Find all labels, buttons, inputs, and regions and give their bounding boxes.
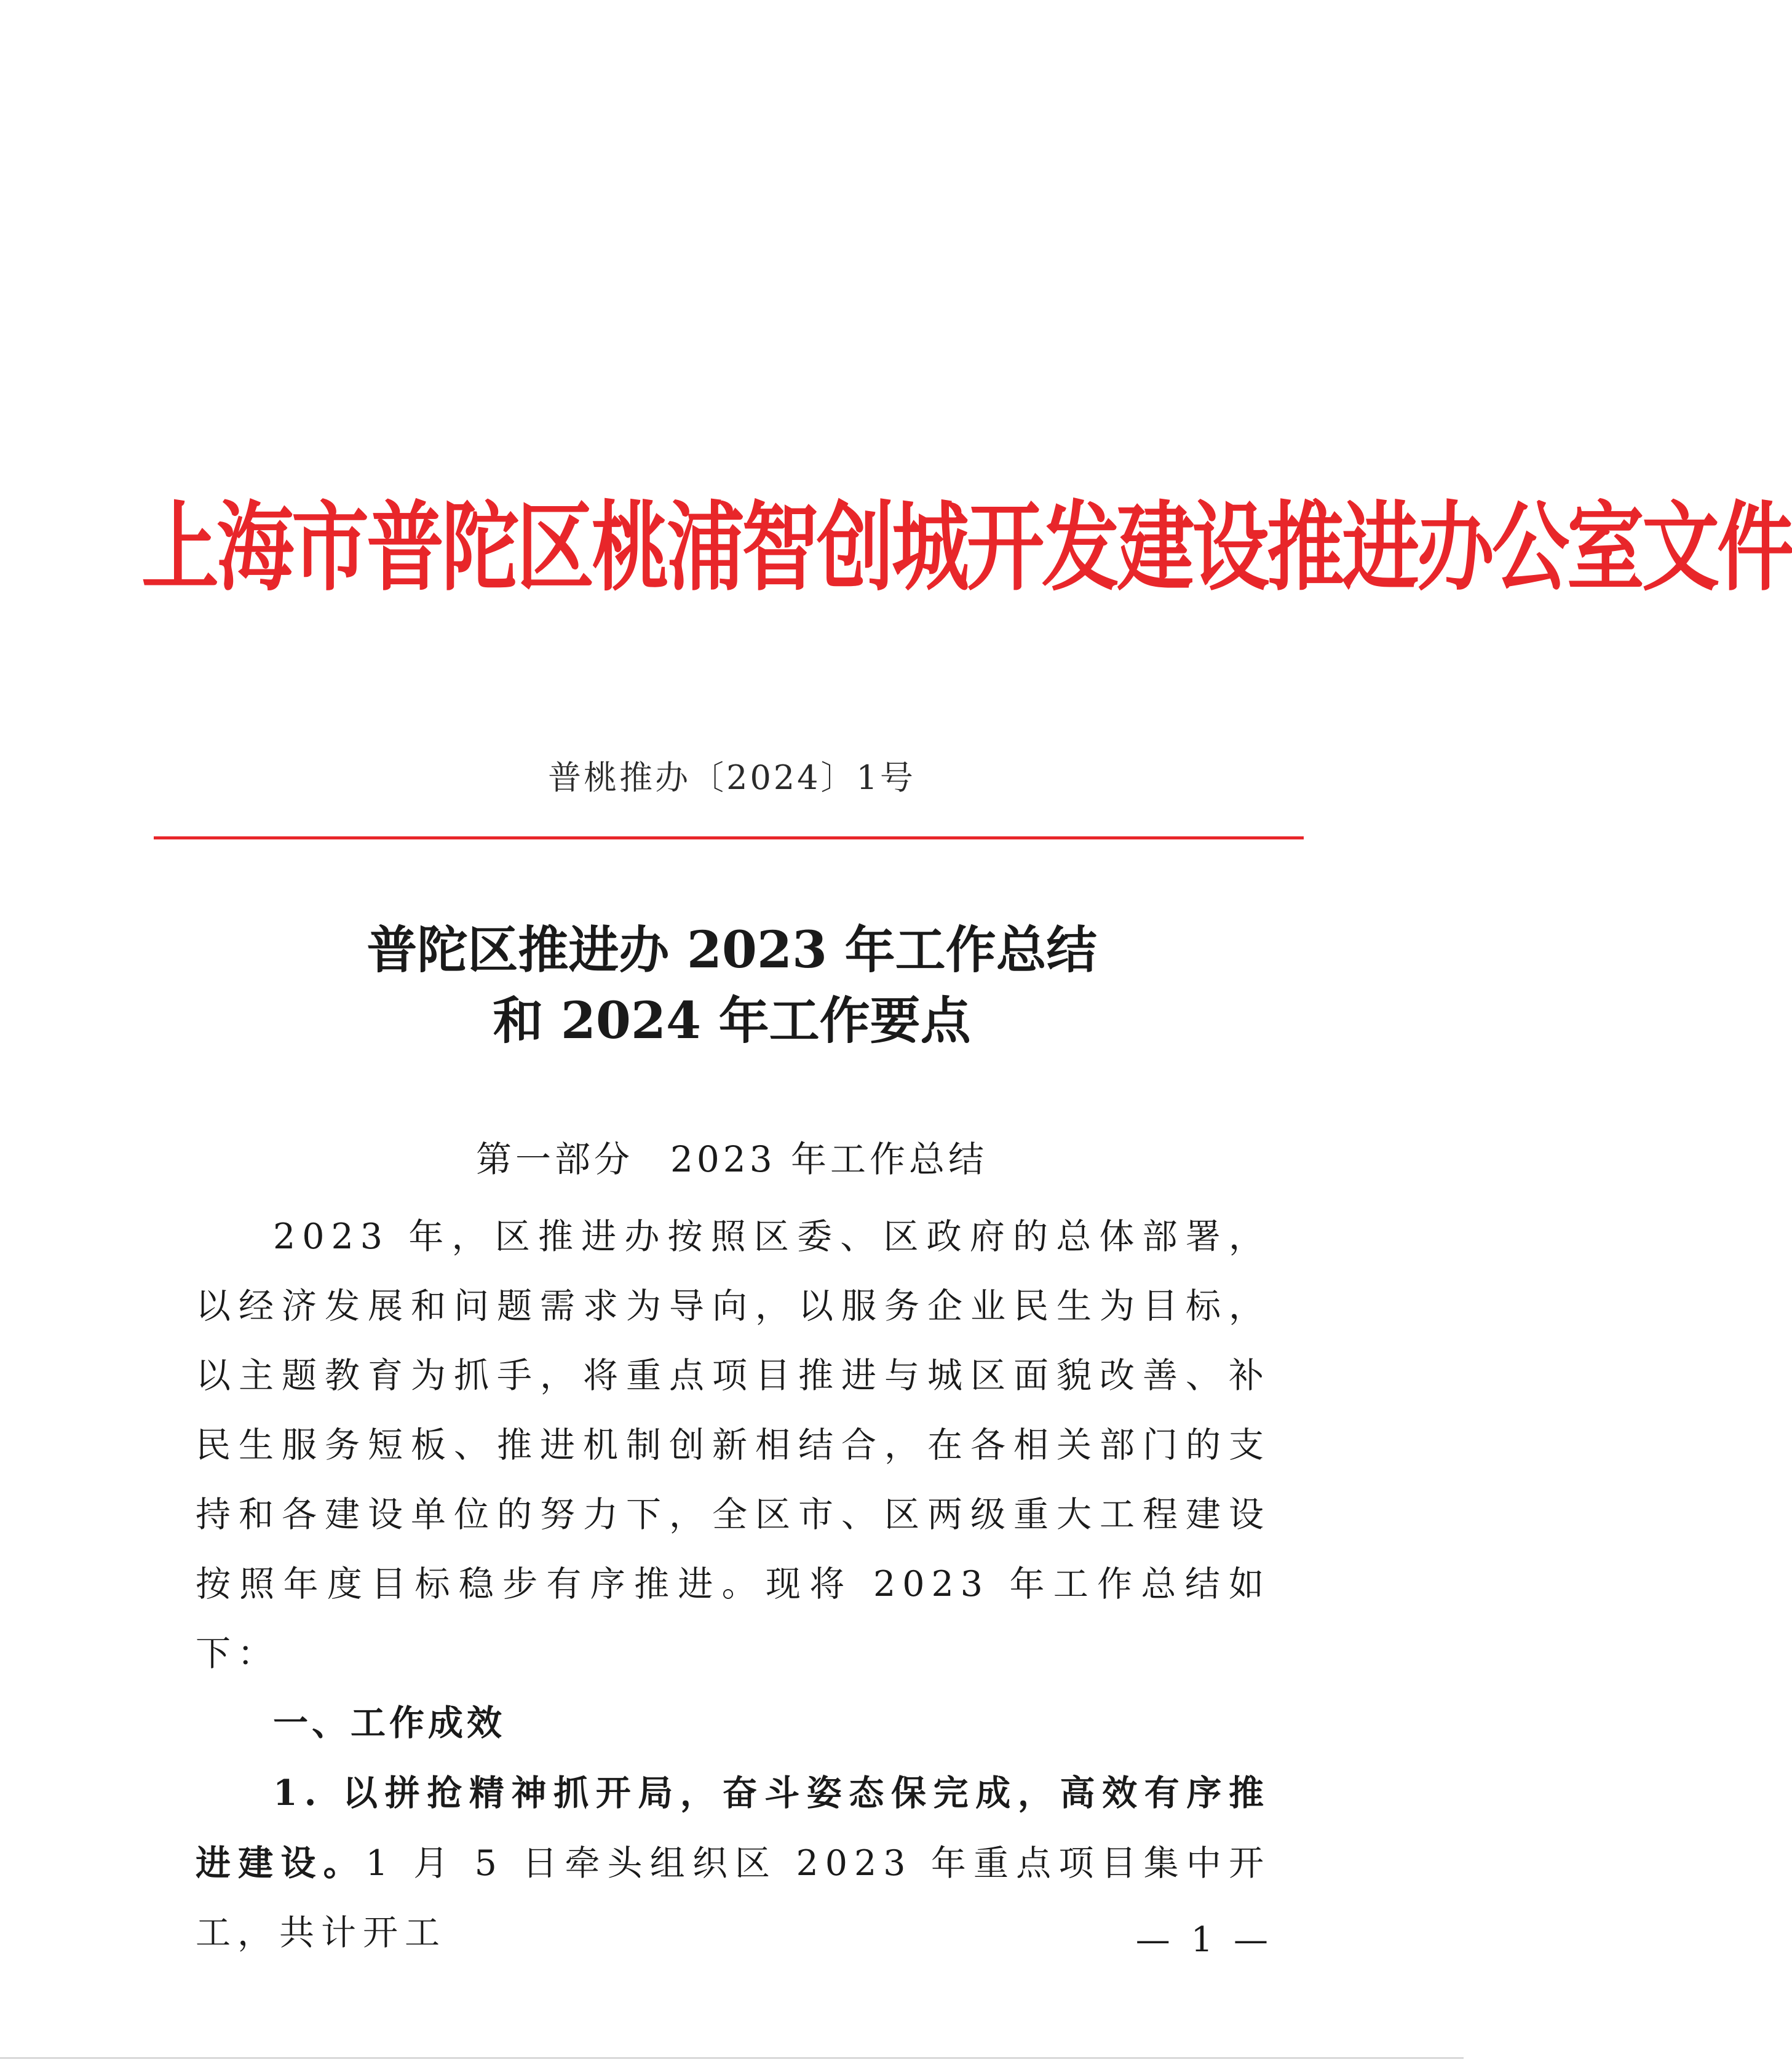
document-number: 普桃推办〔2024〕1号 (548, 758, 916, 797)
intro-paragraph: 2023 年，区推进办按照区委、区政府的总体部署，以经济发展和问题需求为导向，以服务企业民生为目标，以主题教育为抓手，将重点项目推进与城区面貌改善、补民生服务短板、推进机制创新相结合，在各相关部门的支持和各建设单位的努力下，全区市、区两级重大工程建设按照年度目标稳步有序推进。现将 2023 年工作总结如下： (196, 1216, 1271, 1674)
section-heading (0, 1132, 1464, 1187)
item-1-text: 1 月 5 日牵头组织区 2023 年重点项目集中开工，共计开工 (196, 1843, 1271, 1953)
section-part-label: 第一部分 (475, 1138, 633, 1180)
red-header-title: 上海市普陀区桃浦智创城开发建设推进办公室文件 (141, 490, 1792, 605)
page-number: — 1 — (1135, 1920, 1273, 1960)
section-name: 2023 年工作总结 (670, 1138, 988, 1180)
item-1-lead: 1. 以拼抢精神抓开局，奋斗姿态保完成，高效有序推进建设。 (196, 1772, 1271, 1884)
item-1-paragraph (196, 1758, 1271, 1968)
red-divider-line (154, 836, 1304, 839)
heading-work-results: 一、工作成效 (273, 1703, 505, 1743)
document-title-line-2: 和 2024 年工作要点 (493, 991, 971, 1050)
document-title-line-1: 普陀区推进办 2023 年工作总结 (367, 921, 1097, 980)
body-text (196, 1202, 1271, 1968)
scan-edge-line (0, 2057, 1464, 2059)
